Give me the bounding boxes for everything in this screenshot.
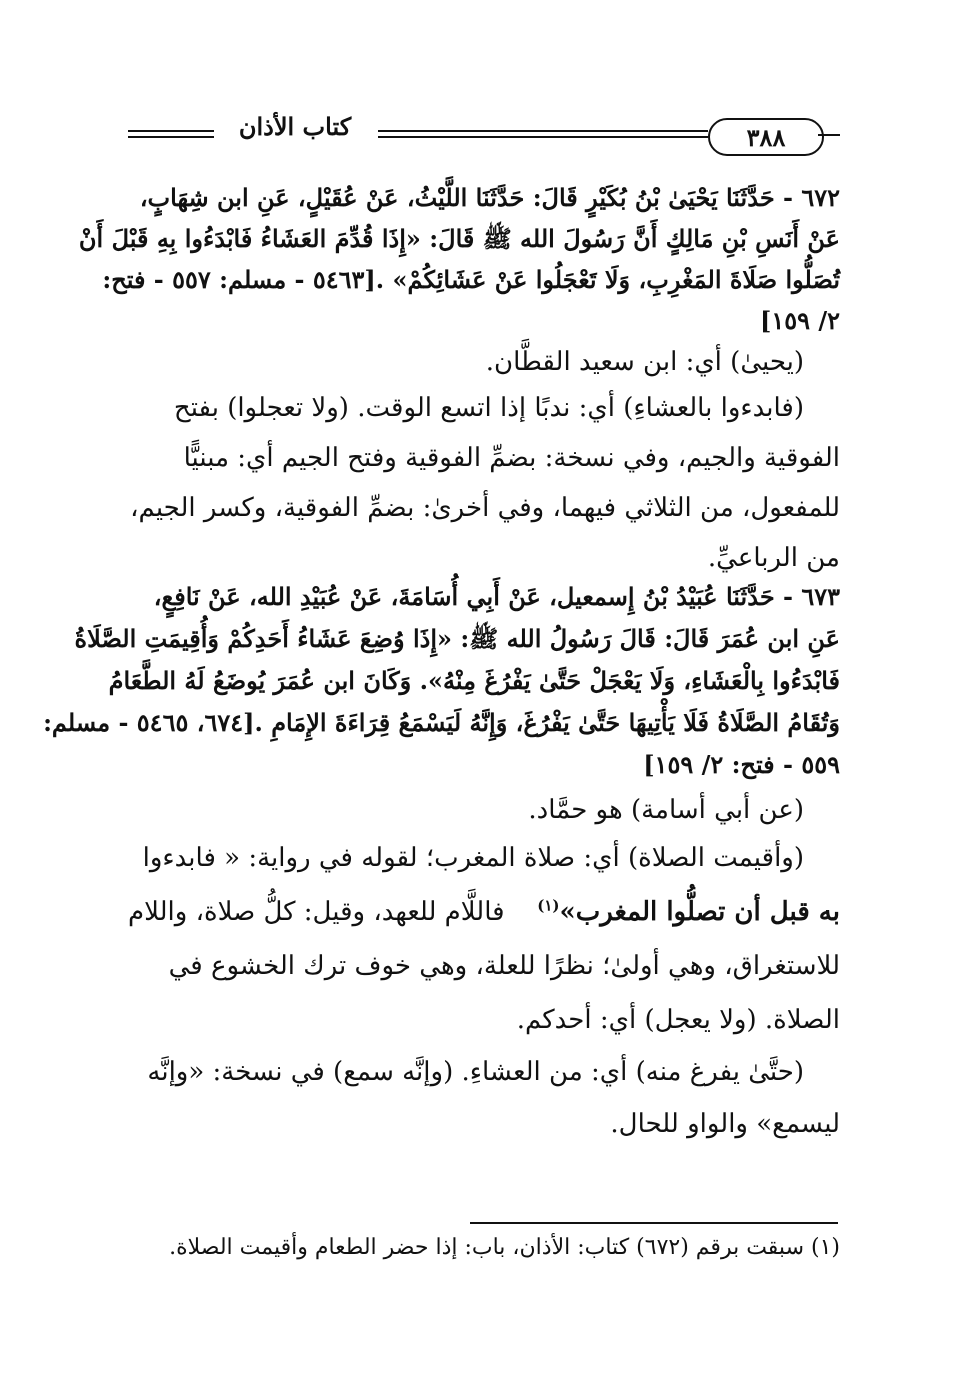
hadith-line: ٦٧٣ - حَدَّثَنَا عُبَيْدُ بْنُ إِسمعيل، عَنْ أَبِي أُسَامَةَ، عَنْ عُبَيْدِ الله، عَنْ نَافِعٍ، [153, 582, 840, 611]
page-header [128, 108, 840, 156]
commentary-line: للمفعول، من الثلاثي فيهما، وفي أخرىٰ: بضمِّ الفوقية، وكسر الجيم، [130, 493, 840, 523]
hadith-line: فَابْدَءُوا بِالْعَشَاءِ، وَلَا يَعْجَلْ حَتَّىٰ يَفْرُغَ مِنْهُ». وَكَانَ ابن عُمَرَ يُوضَعُ لَهُ الطَّعَامُ [108, 666, 840, 695]
commentary-line: (حتَّىٰ يفرغ منه) أي: من العشاءِ. (وإنَّه سمع) في نسخة: «وإنَّه [147, 1057, 804, 1087]
hadith-line: عَنِ ابن عُمَرَ قَالَ: قَالَ رَسُولُ الله ﷺ: «إِذَا وُضِعَ عَشَاءُ أَحَدِكُمْ وَأُقِيمَتِ الصَّلَاةُ [74, 624, 840, 653]
footnote-rule [470, 1222, 838, 1224]
header-rule-right [818, 134, 840, 136]
hadith-672 [78, 178, 840, 337]
hadith-reference: ٢/ ١٥٩] [759, 306, 840, 335]
commentary-line: (يحيىٰ) أي: ابن سعيد القطَّان. [485, 347, 804, 377]
chapter-title: كتاب الأذان [238, 112, 352, 141]
header-rule-left [128, 130, 214, 132]
footnote: (١) سبقت برقم (٦٧٢) كتاب: الأذان، باب: إذا حضر الطعام وأقيمت الصلاة. [169, 1235, 840, 1260]
commentary-line-with-footnote [128, 887, 840, 941]
quoted-hadith [537, 887, 840, 941]
commentary-line: (وأقيمت الصلاة) أي: صلاة المغرب؛ لقوله في رواية: « فابدءوا [142, 843, 804, 873]
hadith-line: وَتُقَامُ الصَّلَاةُ فَلَا يَأْتِيهَا حَتَّىٰ يَفْرُغَ، وَإِنَّهُ لَيَسْمَعُ قِرَاءَةَ الإِمَامِ .[٦٧٤، ٥٤٦٥ - مسلم: [43, 708, 840, 737]
commentary-text: فاللَّام للعهد، وقيل: كلُّ صلاة، واللام [128, 897, 505, 927]
commentary-line: (عن أبي أسامة) هو حمَّاد. [528, 795, 804, 825]
page-body [43, 178, 840, 1149]
header-rule-middle-2 [378, 136, 708, 138]
hadith-reference: ٥٥٩ - فتح: ٢/ ١٥٩] [643, 750, 840, 779]
commentary-line: للاستغراق، وهي أولىٰ؛ نظرًا للعلة، وهي خوف ترك الخشوع في [168, 951, 840, 981]
header-rule-left-2 [128, 136, 214, 138]
page-number: ٣٨٨ [708, 118, 824, 156]
commentary-line: من الرباعيِّ. [707, 543, 840, 573]
quoted-hadith-text: به قبل أن تصلُّوا المغرب» [559, 897, 840, 927]
commentary-2 [128, 785, 840, 1149]
hadith-line: عَنْ أَنَسِ بْنِ مَالِكٍ أَنَّ رَسُولَ الله ﷺ قَالَ: «إِذَا قُدِّمَ العَشَاءُ فَابْدَءُوا بِهِ قَبْلَ أَنْ [78, 224, 840, 253]
hadith-673 [43, 577, 840, 785]
commentary-line: (فابدءوا بالعشاءِ) أي: ندبًا إذا اتسع الوقت. (ولا تعجلوا) بفتح [173, 393, 804, 423]
hadith-line: تُصَلُّوا صَلَاةَ المَغْرِبِ، وَلَا تَعْجَلُوا عَنْ عَشَائِكُمْ» .[٥٤٦٣ - مسلم: ٥٥٧ - فتح: [102, 265, 840, 294]
commentary-line: الفوقية والجيم، وفي نسخة: بضمِّ الفوقية وفتح الجيم أي: مبنيًّا [183, 443, 840, 473]
commentary-1 [128, 337, 840, 577]
footnote-marker: (١) [537, 896, 560, 915]
commentary-line: الصلاة. (ولا يعجل) أي: أحدكم. [516, 1005, 840, 1035]
hadith-line: ٦٧٢ - حَدَّثَنَا يَحْيَىٰ بْنُ بُكَيْرٍ قَالَ: حَدَّثَنَا اللَّيْثُ، عَنْ عُقَيْلٍ، عَنِ ابن شِهَابٍ، [139, 183, 840, 212]
header-rule-middle [378, 130, 708, 132]
commentary-line: ليسمع» والواو للحال. [610, 1109, 840, 1139]
